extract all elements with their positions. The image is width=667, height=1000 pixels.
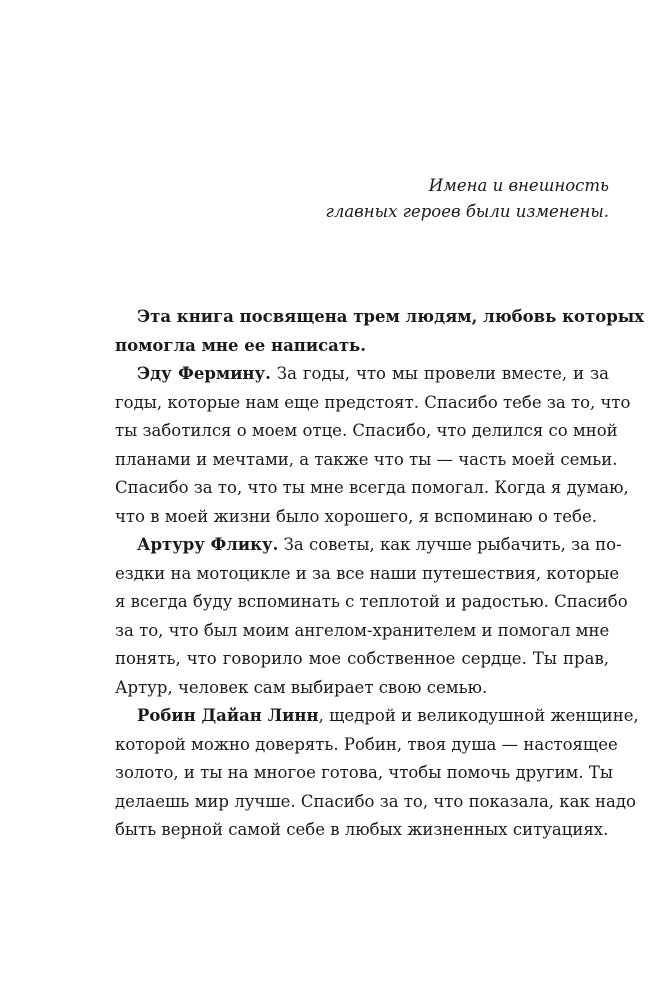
person-name: Артуру Флику. xyxy=(137,535,279,554)
text-line: делаешь мир лучше. Спасибо за то, что показала, как надо xyxy=(115,791,636,811)
text-fragment: За годы, что мы провели вместе, и за xyxy=(270,364,609,383)
text-fragment: , щедрой и великодушной женщине, xyxy=(318,706,639,725)
text-line: быть верной самой себе в любых жизненных ситуациях. xyxy=(115,820,609,839)
dedication-intro xyxy=(115,303,645,360)
text-line: Эта книга посвящена трем людям, любовь которых xyxy=(137,307,645,326)
text-line xyxy=(115,702,639,731)
text-line: планами и мечтами, а также что ты — часть моей семьи. xyxy=(115,449,618,469)
text-line xyxy=(115,360,609,389)
text-line: Спасибо за то, что ты мне всегда помогал. Когда я думаю, xyxy=(115,478,629,497)
text-line: ты заботился о моем отце. Спасибо, что делился со мной xyxy=(115,421,618,440)
text-line: помогла мне ее написать. xyxy=(115,335,366,355)
epigraph-line: главных героев были изменены. xyxy=(325,202,609,221)
text-line xyxy=(115,531,622,560)
text-line: за то, что был моим ангелом-хранителем и помогал мне xyxy=(115,620,610,640)
text-line: годы, которые нам еще предстоят. Спасибо тебе за то, что xyxy=(115,392,631,412)
dedication-paragraph xyxy=(115,360,631,531)
text-line: Артур, человек сам выбирает свою семью. xyxy=(115,677,488,697)
text-line: ездки на мотоцикле и за все наши путешествия, которые xyxy=(115,563,620,583)
dedication xyxy=(115,303,645,845)
dedication-paragraph xyxy=(115,702,639,845)
person-name: Робин Дайан Линн xyxy=(137,706,319,725)
text-fragment: За советы, как лучше рыбачить, за по- xyxy=(278,535,622,554)
text-line: понять, что говорило мое собственное сердце. Ты прав, xyxy=(115,649,609,668)
person-name: Эду Фермину. xyxy=(137,364,271,383)
text-line: которой можно доверять. Робин, твоя душа — настоящее xyxy=(115,734,618,754)
text-line: я всегда буду вспоминать с теплотой и радостью. Спасибо xyxy=(115,592,628,611)
text-line: что в моей жизни было хорошего, я вспоминаю о тебе. xyxy=(115,506,597,526)
epigraph xyxy=(326,173,610,225)
dedication-paragraph xyxy=(115,531,628,702)
epigraph-line: Имена и внешность xyxy=(428,176,609,195)
text-line: золото, и ты на многое готова, чтобы помочь другим. Ты xyxy=(115,763,613,782)
